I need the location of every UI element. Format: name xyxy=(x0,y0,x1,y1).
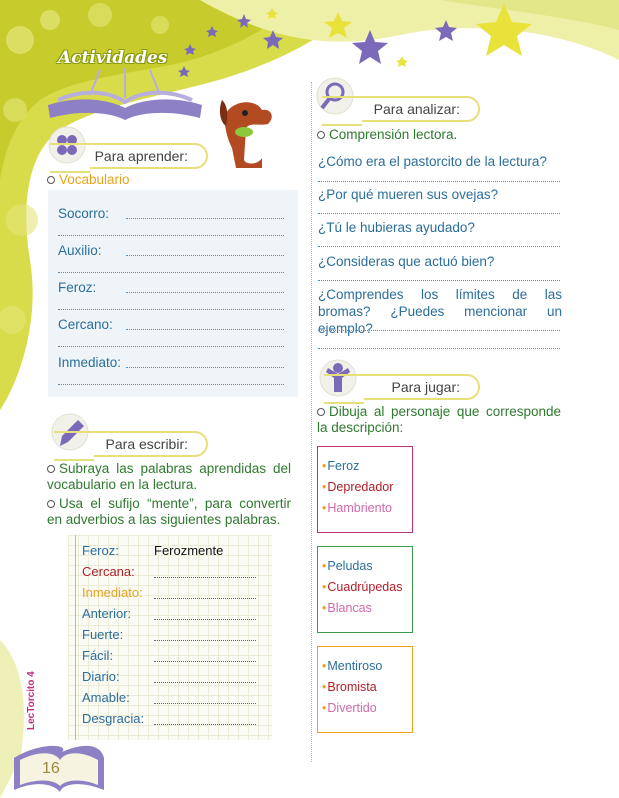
vocab-word: Cercano: xyxy=(58,317,113,332)
vocab-answer-line[interactable] xyxy=(58,235,284,236)
adverb-word: Desgracia: xyxy=(82,711,145,726)
vocab-answer-line[interactable] xyxy=(126,255,284,256)
question: ¿Comprendes los límites de las bromas? ¿Puedes mencionar un ejemplo? xyxy=(318,287,562,336)
description-item: • Feroz xyxy=(322,459,359,473)
instruction-2: Usa el sufijo “mente”, para convertir en adverbios a las siguientes palabras. xyxy=(47,496,291,527)
bullet-circle-icon xyxy=(317,131,325,139)
adverb-word: Feroz: xyxy=(82,543,119,558)
bullet-vocabulario: Vocabulario xyxy=(47,172,130,188)
adverb-word: Fuerte: xyxy=(82,627,124,642)
section-title-escribir: Para escribir: xyxy=(94,431,208,457)
adverb-answer-line[interactable] xyxy=(154,598,256,599)
adverb-word: Anterior: xyxy=(82,606,132,621)
bullet-circle-icon xyxy=(317,408,325,416)
margin-line xyxy=(75,535,76,740)
vocab-answer-line[interactable] xyxy=(126,367,284,368)
answer-line[interactable] xyxy=(318,330,560,331)
adverb-answer-line[interactable] xyxy=(154,619,256,620)
header-title: Actividades xyxy=(58,48,168,68)
answer-line[interactable] xyxy=(318,181,560,182)
bullet-circle-icon xyxy=(47,176,55,184)
question: ¿Consideras que actuó bien? xyxy=(318,254,495,269)
description-item: • Depredador xyxy=(322,480,393,494)
vocab-answer-line[interactable] xyxy=(58,384,284,385)
description-item: • Cuadrúpedas xyxy=(322,580,402,594)
adverb-answer-line[interactable] xyxy=(154,640,256,641)
bullet-circle-icon xyxy=(47,465,55,473)
description-item: • Mentiroso xyxy=(322,659,382,673)
drawing-box[interactable] xyxy=(317,446,413,533)
drawing-box[interactable] xyxy=(317,646,413,733)
description-item: • Blancas xyxy=(322,601,372,615)
drawing-box[interactable] xyxy=(317,546,413,633)
question: ¿Cómo era el pastorcito de la lectura? xyxy=(318,154,547,169)
adverb-word: Inmediato: xyxy=(82,585,143,600)
vocab-answer-line[interactable] xyxy=(126,218,284,219)
adverb-answer-line[interactable] xyxy=(154,682,256,683)
adverb-word: Amable: xyxy=(82,690,130,705)
question: ¿Tú le hubieras ayudado? xyxy=(318,220,475,235)
answer-line[interactable] xyxy=(318,246,560,247)
instruction-jugar: Dibuja al personaje que corresponde la descripción: xyxy=(317,404,561,435)
answer-line[interactable] xyxy=(318,348,560,349)
instruction-1: Subraya las palabras aprendidas del vocabulario en la lectura. xyxy=(47,461,291,492)
question: ¿Por qué mueren sus ovejas? xyxy=(318,187,499,202)
adverb-word: Fácil: xyxy=(82,648,114,663)
bullet-circle-icon xyxy=(47,500,55,508)
vocab-answer-line[interactable] xyxy=(58,346,284,347)
vocab-word: Socorro: xyxy=(58,206,110,221)
adverb-answer-line[interactable] xyxy=(154,661,256,662)
vocab-answer-line[interactable] xyxy=(58,272,284,273)
section-title-analizar: Para analizar: xyxy=(362,96,480,122)
description-item: • Divertido xyxy=(322,701,377,715)
adverb-answer-line[interactable] xyxy=(154,577,256,578)
adverb-answer-line[interactable] xyxy=(154,703,256,704)
adverb-grid xyxy=(68,535,272,740)
vocab-word: Inmediato: xyxy=(58,355,122,370)
dog-mascot xyxy=(220,100,272,168)
vocabulary-box xyxy=(48,190,298,397)
adverb-answer: Ferozmente xyxy=(154,543,224,558)
answer-line[interactable] xyxy=(318,280,560,281)
book-label: LecTorcito 4 xyxy=(26,671,37,730)
vocab-answer-line[interactable] xyxy=(58,309,284,310)
adverb-word: Diario: xyxy=(82,669,120,684)
vocab-answer-line[interactable] xyxy=(126,292,284,293)
column-divider xyxy=(311,82,312,762)
section-title-jugar: Para jugar: xyxy=(364,374,480,400)
section-title-aprender: Para aprender: xyxy=(90,143,208,169)
vocab-word: Auxilio: xyxy=(58,243,102,258)
adverb-answer-line[interactable] xyxy=(154,724,256,725)
vocab-word: Feroz: xyxy=(58,280,97,295)
description-item: • Hambriento xyxy=(322,501,392,515)
page-number: 16 xyxy=(42,760,60,777)
vocab-answer-line[interactable] xyxy=(126,329,284,330)
adverb-word: Cercana: xyxy=(82,564,135,579)
description-item: • Peludas xyxy=(322,559,373,573)
answer-line[interactable] xyxy=(318,213,560,214)
description-item: • Bromista xyxy=(322,680,377,694)
bullet-comprension: Comprensión lectora. xyxy=(317,127,457,143)
